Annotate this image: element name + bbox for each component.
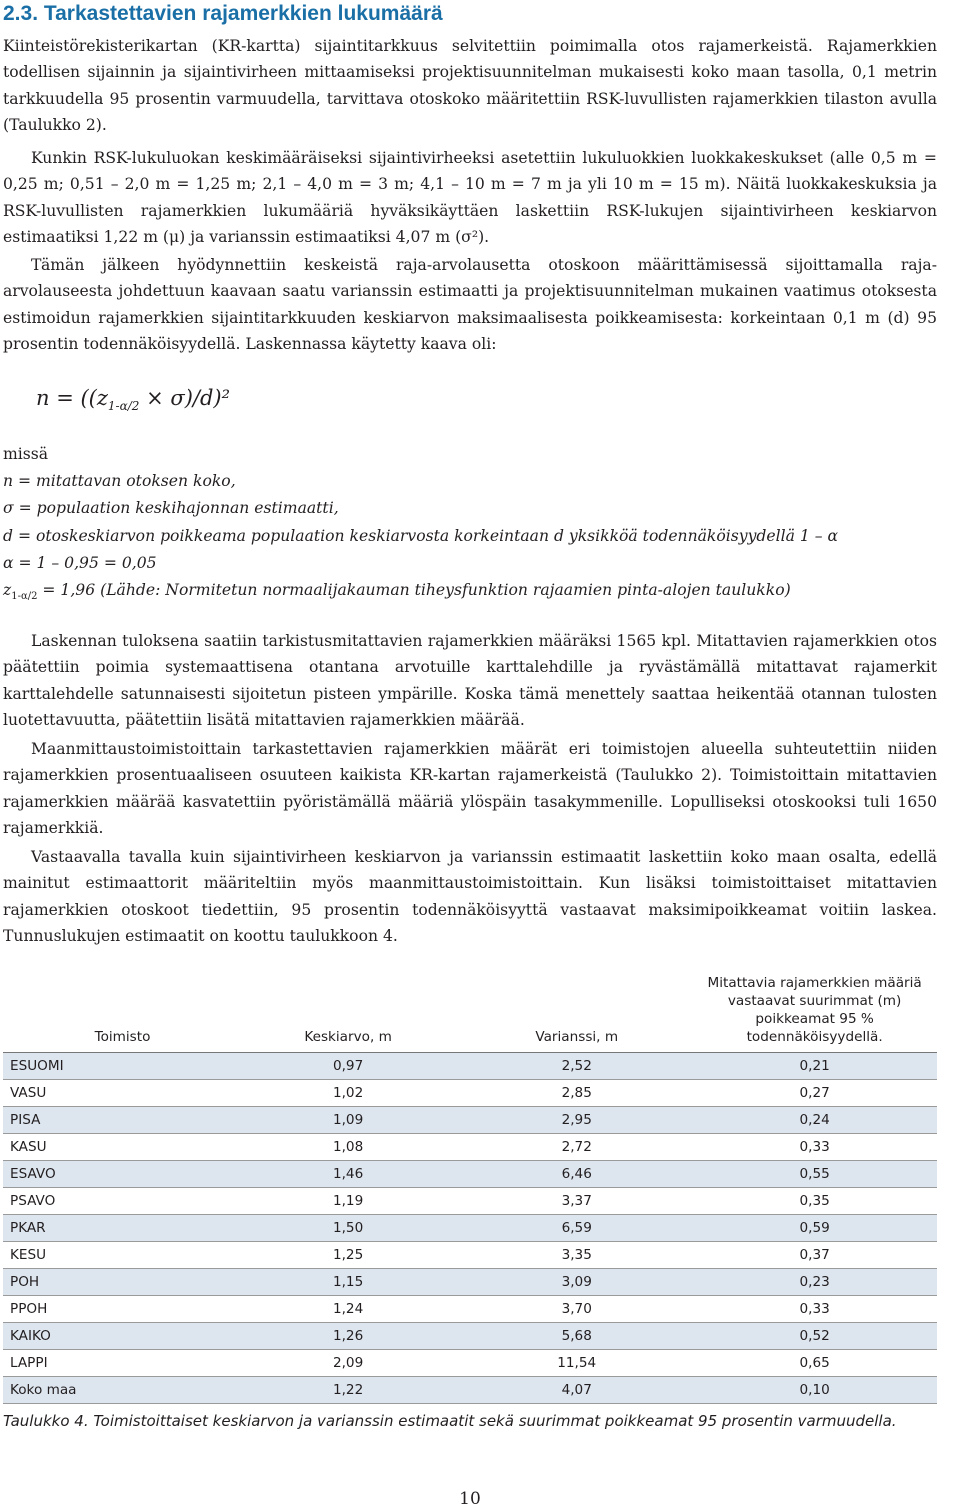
formula-subscript: 1-α/2 bbox=[107, 399, 140, 414]
table-cell-mean: 1,09 bbox=[235, 1107, 461, 1134]
definition-sigma: σ = populaation keskihajonnan estimaatti, bbox=[3, 499, 339, 518]
table-cell-variance: 2,72 bbox=[461, 1134, 692, 1161]
table-cell-max-dev: 0,59 bbox=[692, 1215, 937, 1242]
sample-size-formula bbox=[36, 383, 230, 421]
formula-rhs: × σ)/d)² bbox=[139, 386, 231, 410]
table-cell-variance: 3,09 bbox=[461, 1269, 692, 1296]
definition-z-subscript: 1-α/2 bbox=[11, 591, 38, 603]
table-cell-max-dev: 0,23 bbox=[692, 1269, 937, 1296]
table-cell-mean: 2,09 bbox=[235, 1350, 461, 1377]
table-row bbox=[3, 1215, 937, 1242]
paragraph-class-centers: Kunkin RSK-lukuluokan keskimääräiseksi sijaintivirheeksi asetettiin lukuluokkien luokkakeskukset (alle 0,5 m = 0,25 m; 0,51 – 2,0 m = 1,25 m; 2,1 – 4,0 m = 3 m; 4,1 – 10 m = 7 m ja yli 10 m = 15 m). Näitä luokkakeskuksia ja RSK-luvullisten rajamerkkien lukumääriä hyväksikäyttäen laskettiin RSK-lukujen sijaintivirheen keskiarvon estimaatiksi 1,22 m (μ) ja varianssin estimaatiksi 4,07 m (σ²). bbox=[3, 149, 937, 247]
table-cell-mean: 1,50 bbox=[235, 1215, 461, 1242]
table-cell-mean: 1,25 bbox=[235, 1242, 461, 1269]
table-cell-mean: 1,02 bbox=[235, 1080, 461, 1107]
table-header-row bbox=[3, 970, 937, 1053]
definition-d: d = otoskeskiarvon poikkeama populaation keskiarvosta korkeintaan d yksikköä todennäköisyydellä 1 – α bbox=[3, 526, 838, 545]
table-cell-office: LAPPI bbox=[3, 1350, 235, 1377]
table-row bbox=[3, 1080, 937, 1107]
table-cell-variance: 6,59 bbox=[461, 1215, 692, 1242]
table-cell-mean: 1,22 bbox=[235, 1377, 461, 1404]
estimates-table bbox=[3, 970, 937, 1404]
table-cell-max-dev: 0,10 bbox=[692, 1377, 937, 1404]
table-cell-office: PSAVO bbox=[3, 1188, 235, 1215]
table-row bbox=[3, 1296, 937, 1323]
table-cell-mean: 1,24 bbox=[235, 1296, 461, 1323]
table-cell-max-dev: 0,33 bbox=[692, 1134, 937, 1161]
table-cell-variance: 2,95 bbox=[461, 1107, 692, 1134]
table-row bbox=[3, 1188, 937, 1215]
table-cell-max-dev: 0,24 bbox=[692, 1107, 937, 1134]
paragraph-sampling-intro: Kiinteistörekisterikartan (KR-kartta) sijaintitarkkuus selvitettiin poimimalla otos rajamerkeistä. Rajamerkkien todellisen sijainnin ja sijaintivirheen mittaamiseksi projektisuunnitelman mukaisesti koko maan tasolla, 0,1 metrin tarkkuudella 95 prosentin varmuudella, tarvittava otoskoko määritettiin RSK-luvullisten rajamerkkien tilaston avulla (Taulukko 2). bbox=[3, 37, 937, 135]
page-number: 10 bbox=[459, 1489, 481, 1509]
paragraph-offices: Maanmittaustoimistoittain tarkastettavien rajamerkkien määrät eri toimistojen alueella suhteutettiin niiden rajamerkkien prosentuaaliseen osuuteen kaikista KR-kartan rajamerkeistä (Taulukko 2). Toimistoittain mitattavien rajamerkkien määrää kasvatettiin pyöristämällä määriä ylöspäin tasakymmenille. Lopulliseksi otoskooksi tuli 1650 rajamerkkiä. bbox=[3, 740, 937, 838]
table-row bbox=[3, 1107, 937, 1134]
table-cell-mean: 1,19 bbox=[235, 1188, 461, 1215]
definition-z-symbol: z bbox=[3, 580, 12, 599]
table-row bbox=[3, 1350, 937, 1377]
table-cell-max-dev: 0,35 bbox=[692, 1188, 937, 1215]
table-cell-variance: 6,46 bbox=[461, 1161, 692, 1188]
table-cell-office: Koko maa bbox=[3, 1377, 235, 1404]
table-cell-max-dev: 0,33 bbox=[692, 1296, 937, 1323]
formula-lhs: n = ((z bbox=[36, 386, 108, 410]
table-cell-max-dev: 0,37 bbox=[692, 1242, 937, 1269]
table-row bbox=[3, 1323, 937, 1350]
table-cell-office: ESAVO bbox=[3, 1161, 235, 1188]
table-cell-office: KESU bbox=[3, 1242, 235, 1269]
definition-z bbox=[3, 577, 937, 604]
definition-n: n = mitattavan otoksen koko, bbox=[3, 472, 236, 491]
header-max-deviation: Mitattavia rajamerkkien määriä vastaavat suurimmat (m) poikkeamat 95 % todennäköisyydellä. bbox=[692, 970, 937, 1053]
definition-z-text: = 1,96 (Lähde: Normitetun normaalijakauman tiheysfunktion rajaamien pinta-alojen taulukko) bbox=[37, 580, 791, 599]
table-cell-office: PKAR bbox=[3, 1215, 235, 1242]
table-row bbox=[3, 1161, 937, 1188]
definition-intro: missä bbox=[3, 445, 49, 463]
section-title: 2.3. Tarkastettavien rajamerkkien lukumäärä bbox=[3, 2, 443, 25]
table-cell-max-dev: 0,27 bbox=[692, 1080, 937, 1107]
table-row bbox=[3, 1134, 937, 1161]
table-cell-variance: 11,54 bbox=[461, 1350, 692, 1377]
table-cell-max-dev: 0,52 bbox=[692, 1323, 937, 1350]
table-cell-office: PPOH bbox=[3, 1296, 235, 1323]
header-office: Toimisto bbox=[3, 970, 235, 1053]
header-mean: Keskiarvo, m bbox=[235, 970, 461, 1053]
table-cell-variance: 3,70 bbox=[461, 1296, 692, 1323]
table-cell-max-dev: 0,21 bbox=[692, 1053, 937, 1080]
table-cell-variance: 5,68 bbox=[461, 1323, 692, 1350]
table-cell-mean: 1,26 bbox=[235, 1323, 461, 1350]
table-cell-mean: 1,08 bbox=[235, 1134, 461, 1161]
table-cell-mean: 0,97 bbox=[235, 1053, 461, 1080]
table-cell-office: POH bbox=[3, 1269, 235, 1296]
paragraph-central-limit: Tämän jälkeen hyödynnettiin keskeistä raja-arvolausetta otoskoon määrittämisessä sijoittamalla raja-arvolauseesta johdettuun kaavaan saatu varianssin estimaatti ja projektisuunnitelman mukainen vaatimus otoksesta estimoidun rajamerkkien sijaintitarkkuuden keskiarvon maksimaalisesta poikkeamisesta: korkeintaan 0,1 m (d) 95 prosentin todennäköisyydellä. Laskennassa käytetty kaava oli: bbox=[3, 256, 937, 354]
table-cell-office: VASU bbox=[3, 1080, 235, 1107]
table-cell-variance: 3,37 bbox=[461, 1188, 692, 1215]
table-row bbox=[3, 1269, 937, 1296]
table-cell-mean: 1,46 bbox=[235, 1161, 461, 1188]
table-row bbox=[3, 1242, 937, 1269]
table-cell-variance: 2,85 bbox=[461, 1080, 692, 1107]
definition-alpha: α = 1 – 0,95 = 0,05 bbox=[3, 553, 157, 572]
definition-list bbox=[3, 441, 937, 604]
table-cell-office: PISA bbox=[3, 1107, 235, 1134]
table-body bbox=[3, 1053, 937, 1404]
table-cell-variance: 3,35 bbox=[461, 1242, 692, 1269]
paragraph-result: Laskennan tuloksena saatiin tarkistusmitattavien rajamerkkien määräksi 1565 kpl. Mitattavien rajamerkkien otos päätettiin poimia systemaattisena otantana arvotuille karttalehdille ja ryvästämällä mitattavat rajamerkit karttalehdelle satunnaisesti sijoitetun pisteen ympärille. Koska tämä menettely saattaa heikentää otannan tulosten luotettavuutta, päätettiin lisätä mitattavien rajamerkkien määrää. bbox=[3, 632, 937, 730]
table-row bbox=[3, 1053, 937, 1080]
table-cell-office: KAIKO bbox=[3, 1323, 235, 1350]
table-cell-office: KASU bbox=[3, 1134, 235, 1161]
table-row bbox=[3, 1377, 937, 1404]
table-cell-mean: 1,15 bbox=[235, 1269, 461, 1296]
table-cell-variance: 4,07 bbox=[461, 1377, 692, 1404]
table-cell-office: ESUOMI bbox=[3, 1053, 235, 1080]
table-cell-max-dev: 0,55 bbox=[692, 1161, 937, 1188]
paragraph-estimates: Vastaavalla tavalla kuin sijaintivirheen keskiarvon ja varianssin estimaatit laskettiin koko maan osalta, edellä mainitut estimaattorit määriteltiin myös maanmittaustoimistoittain. Kun lisäksi toimistoittaiset mitattavien rajamerkkien otoskoot tiedettiin, 95 prosentin todennäköisyyttä vastaavat maksimipoikkeamat voitiin laskea. Tunnuslukujen estimaatit on koottu taulukkoon 4. bbox=[3, 848, 937, 946]
table-caption: Taulukko 4. Toimistoittaiset keskiarvon ja varianssin estimaatit sekä suurimmat poikkeamat 95 prosentin varmuudella. bbox=[3, 1412, 897, 1430]
table-cell-max-dev: 0,65 bbox=[692, 1350, 937, 1377]
header-variance: Varianssi, m bbox=[461, 970, 692, 1053]
table-cell-variance: 2,52 bbox=[461, 1053, 692, 1080]
